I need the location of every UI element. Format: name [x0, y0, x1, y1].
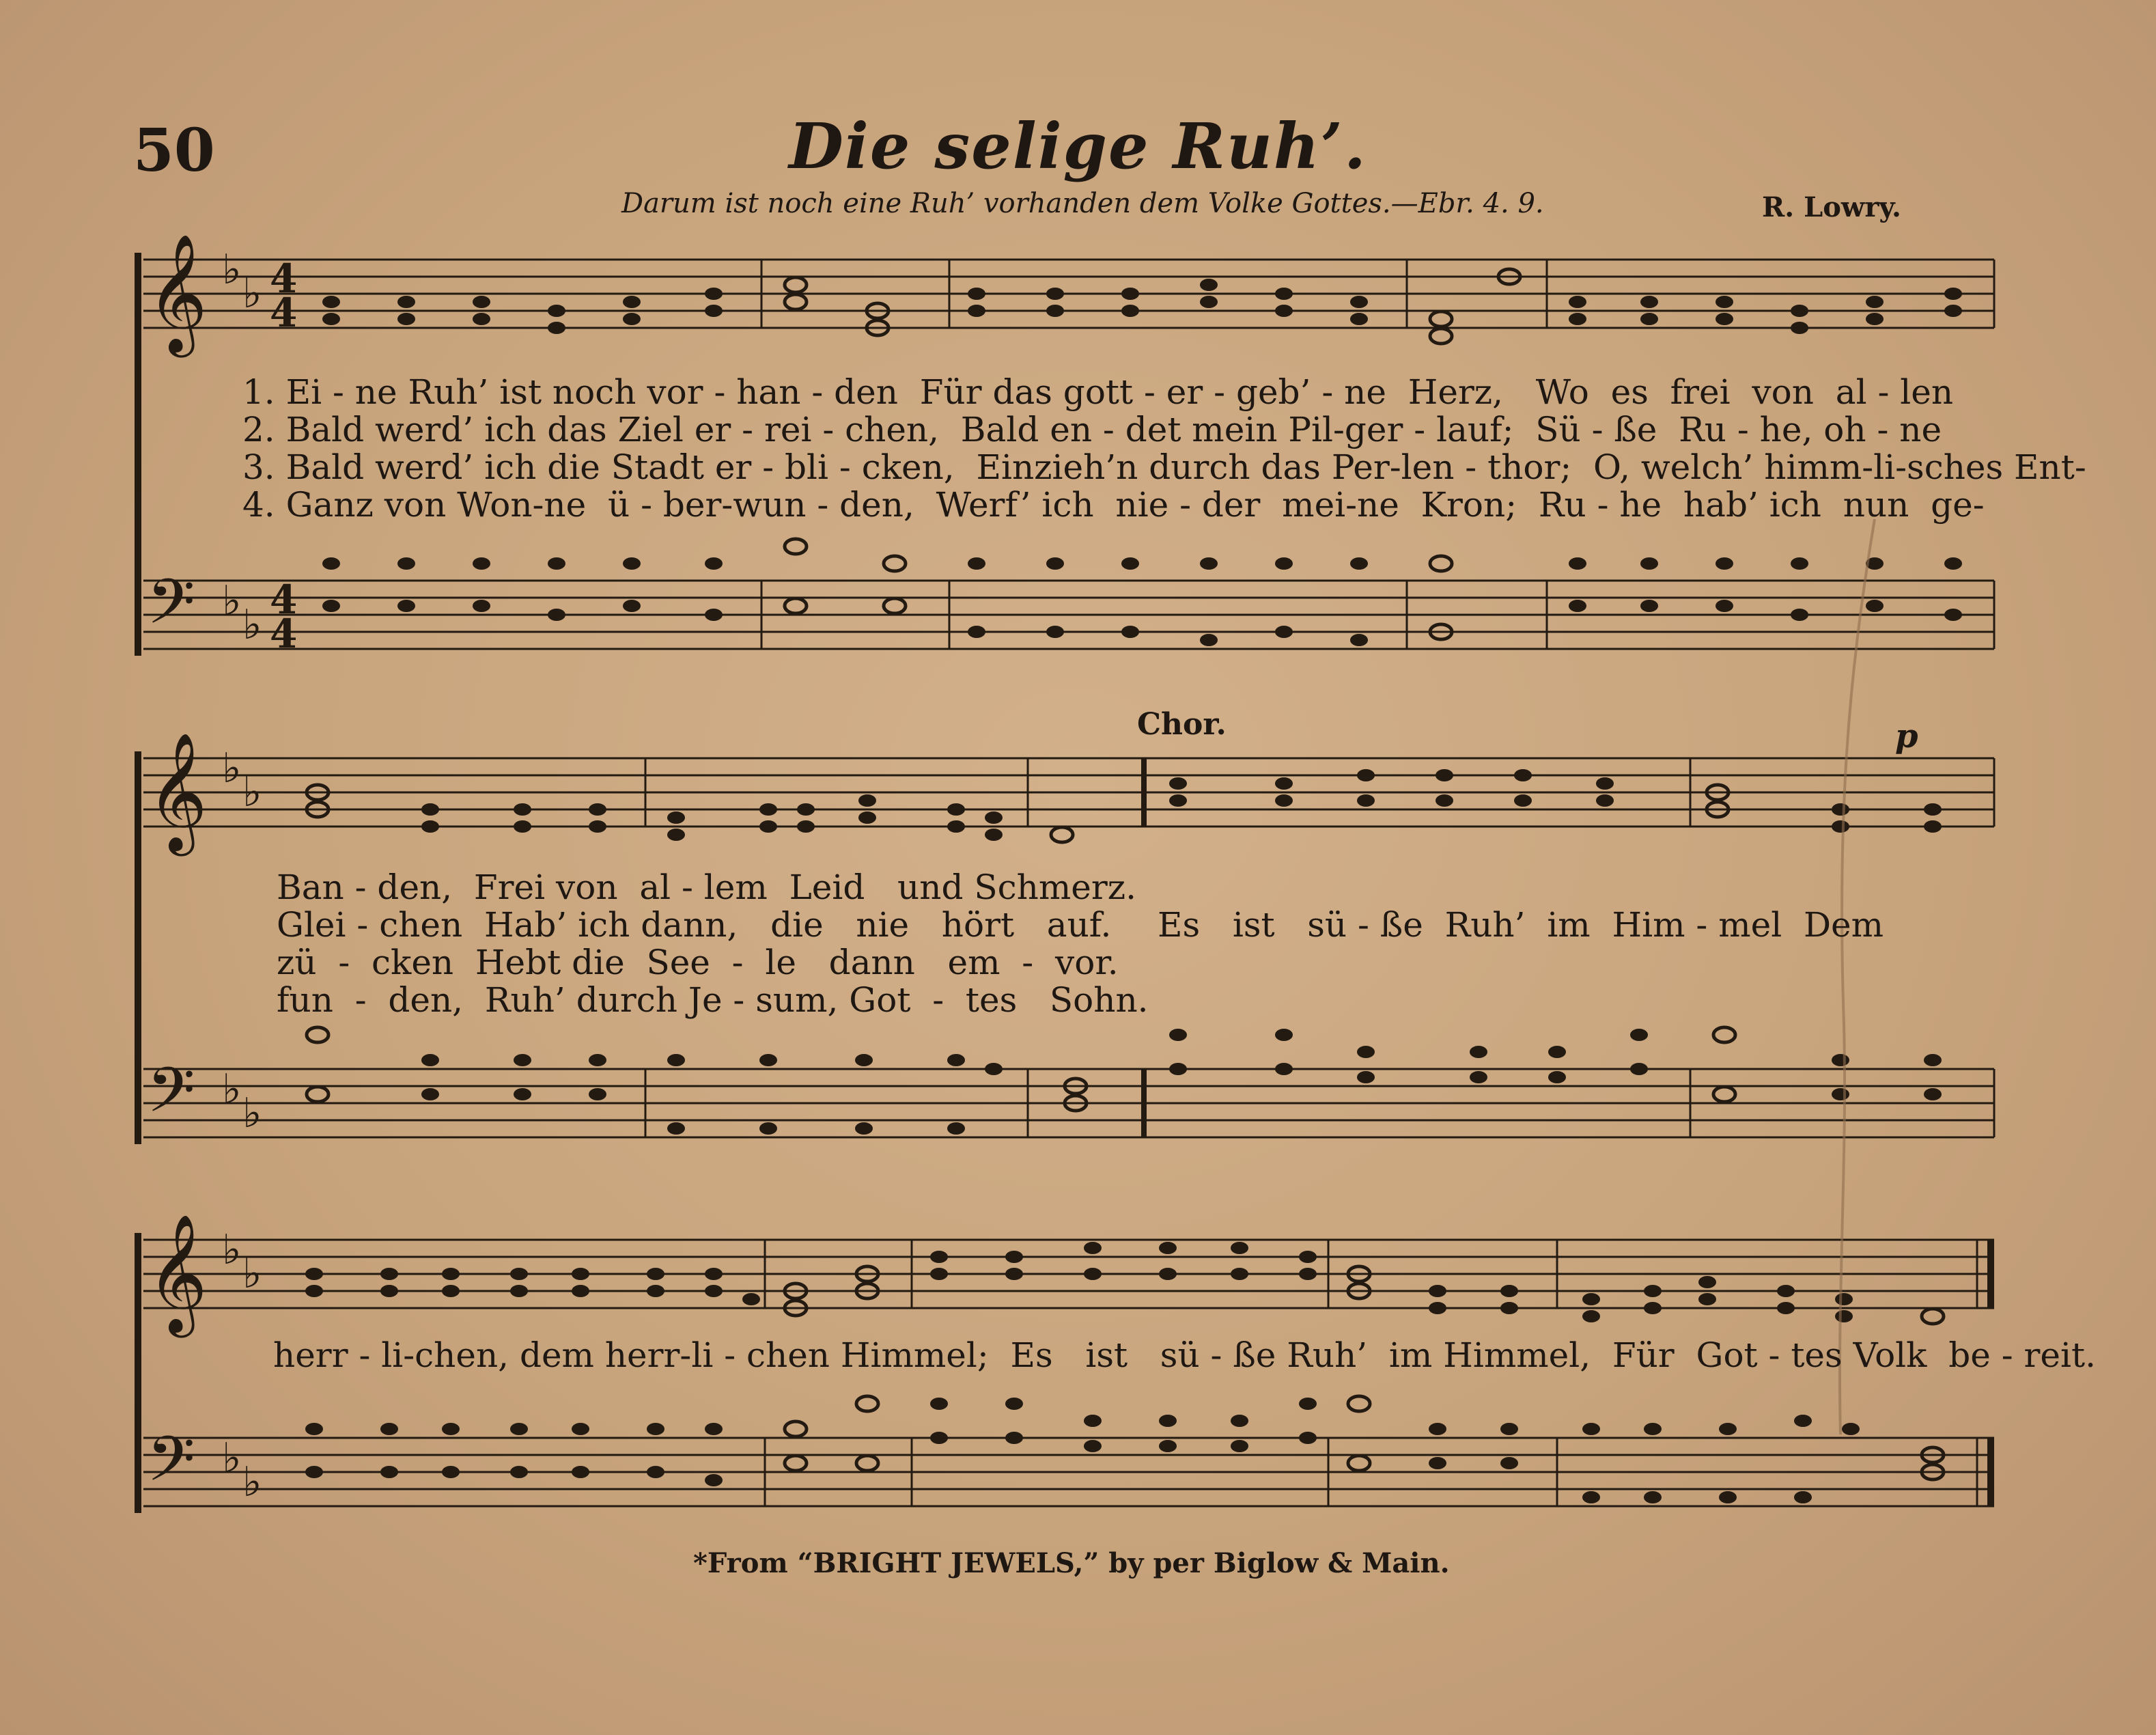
footnote: *From “BRIGHT JEWELS,” by per Biglow & Main. — [693, 1547, 1450, 1579]
lyric-line: 1. Ei - ne Ruh’ ist noch vor - han - den Für das gott - er - geb’ - ne Herz, Wo es frei von al - len — [242, 372, 1954, 412]
scripture-epigraph: Darum ist noch eine Ruh’ vorhanden dem Volke Gottes.—Ebr. 4. 9. — [621, 188, 1544, 219]
svg-text:4: 4 — [270, 577, 298, 623]
lyric-line: 3. Bald werd’ ich die Stadt er - bli - cken, Einzieh’n durch das Per-len - thor; O, welch’ himm-li-sches Ent- — [242, 447, 2086, 487]
treble-clef-icon: 𝄞 — [147, 234, 208, 352]
svg-text:4: 4 — [270, 290, 298, 336]
dynamic-marking: p — [1895, 717, 1918, 755]
svg-text:♭: ♭ — [222, 1226, 242, 1274]
lyric-line: 4. Ganz von Won-ne ü - ber-wun - den, Werf’ ich nie - der mei-ne Kron; Ru - he hab’ ich nun ge- — [242, 485, 1985, 525]
chorus-lyric-line: Es ist sü - ße Ruh’ im Him - mel Dem — [1158, 905, 1884, 945]
section-label-chor: Chor. — [1137, 707, 1227, 742]
composer-credit: R. Lowry. — [1762, 191, 1901, 223]
svg-text:♭: ♭ — [242, 768, 262, 816]
chorus-lyric-line: herr - li-chen, dem herr-li - chen Himmel; Es ist sü - ße Ruh’ im Himmel, Für Got - tes Volk be - reit. — [273, 1335, 2096, 1375]
lyric-line: Ban - den, Frei von al - lem Leid und Schmerz. — [277, 868, 1136, 907]
lyric-line: 2. Bald werd’ ich das Ziel er - rei - chen, Bald en - det mein Pil-ger - lauf; Sü - ße Ru - he, oh - ne — [242, 410, 1942, 449]
lyric-line: Glei - chen Hab’ ich dann, die nie hört auf. — [277, 905, 1112, 945]
svg-text:♭: ♭ — [222, 246, 242, 294]
lyric-line: fun - den, Ruh’ durch Je - sum, Got - tes Sohn. — [277, 980, 1149, 1020]
svg-text:4: 4 — [270, 255, 298, 302]
page-number: 50 — [133, 116, 215, 185]
lyric-line: zü - cken Hebt die See - le dann em - vor. — [277, 943, 1119, 982]
bass-clef-icon: 𝄢 — [147, 1423, 195, 1510]
bass-clef-icon: 𝄢 — [147, 1054, 195, 1141]
bass-clef-icon: 𝄢 — [147, 566, 195, 653]
svg-text:♭: ♭ — [222, 1434, 242, 1482]
svg-text:♭: ♭ — [242, 601, 262, 649]
treble-clef-icon: 𝄞 — [147, 1214, 208, 1333]
svg-text:♭: ♭ — [242, 1458, 262, 1506]
treble-clef-icon: 𝄞 — [147, 732, 208, 851]
svg-text:♭: ♭ — [242, 270, 262, 318]
svg-text:4: 4 — [270, 611, 298, 657]
svg-text:♭: ♭ — [222, 745, 242, 792]
svg-text:♭: ♭ — [222, 577, 242, 625]
svg-text:♭: ♭ — [222, 1066, 242, 1113]
svg-text:♭: ♭ — [242, 1089, 262, 1137]
svg-text:♭: ♭ — [242, 1250, 262, 1298]
hymn-title: Die selige Ruh’. — [789, 109, 1367, 183]
